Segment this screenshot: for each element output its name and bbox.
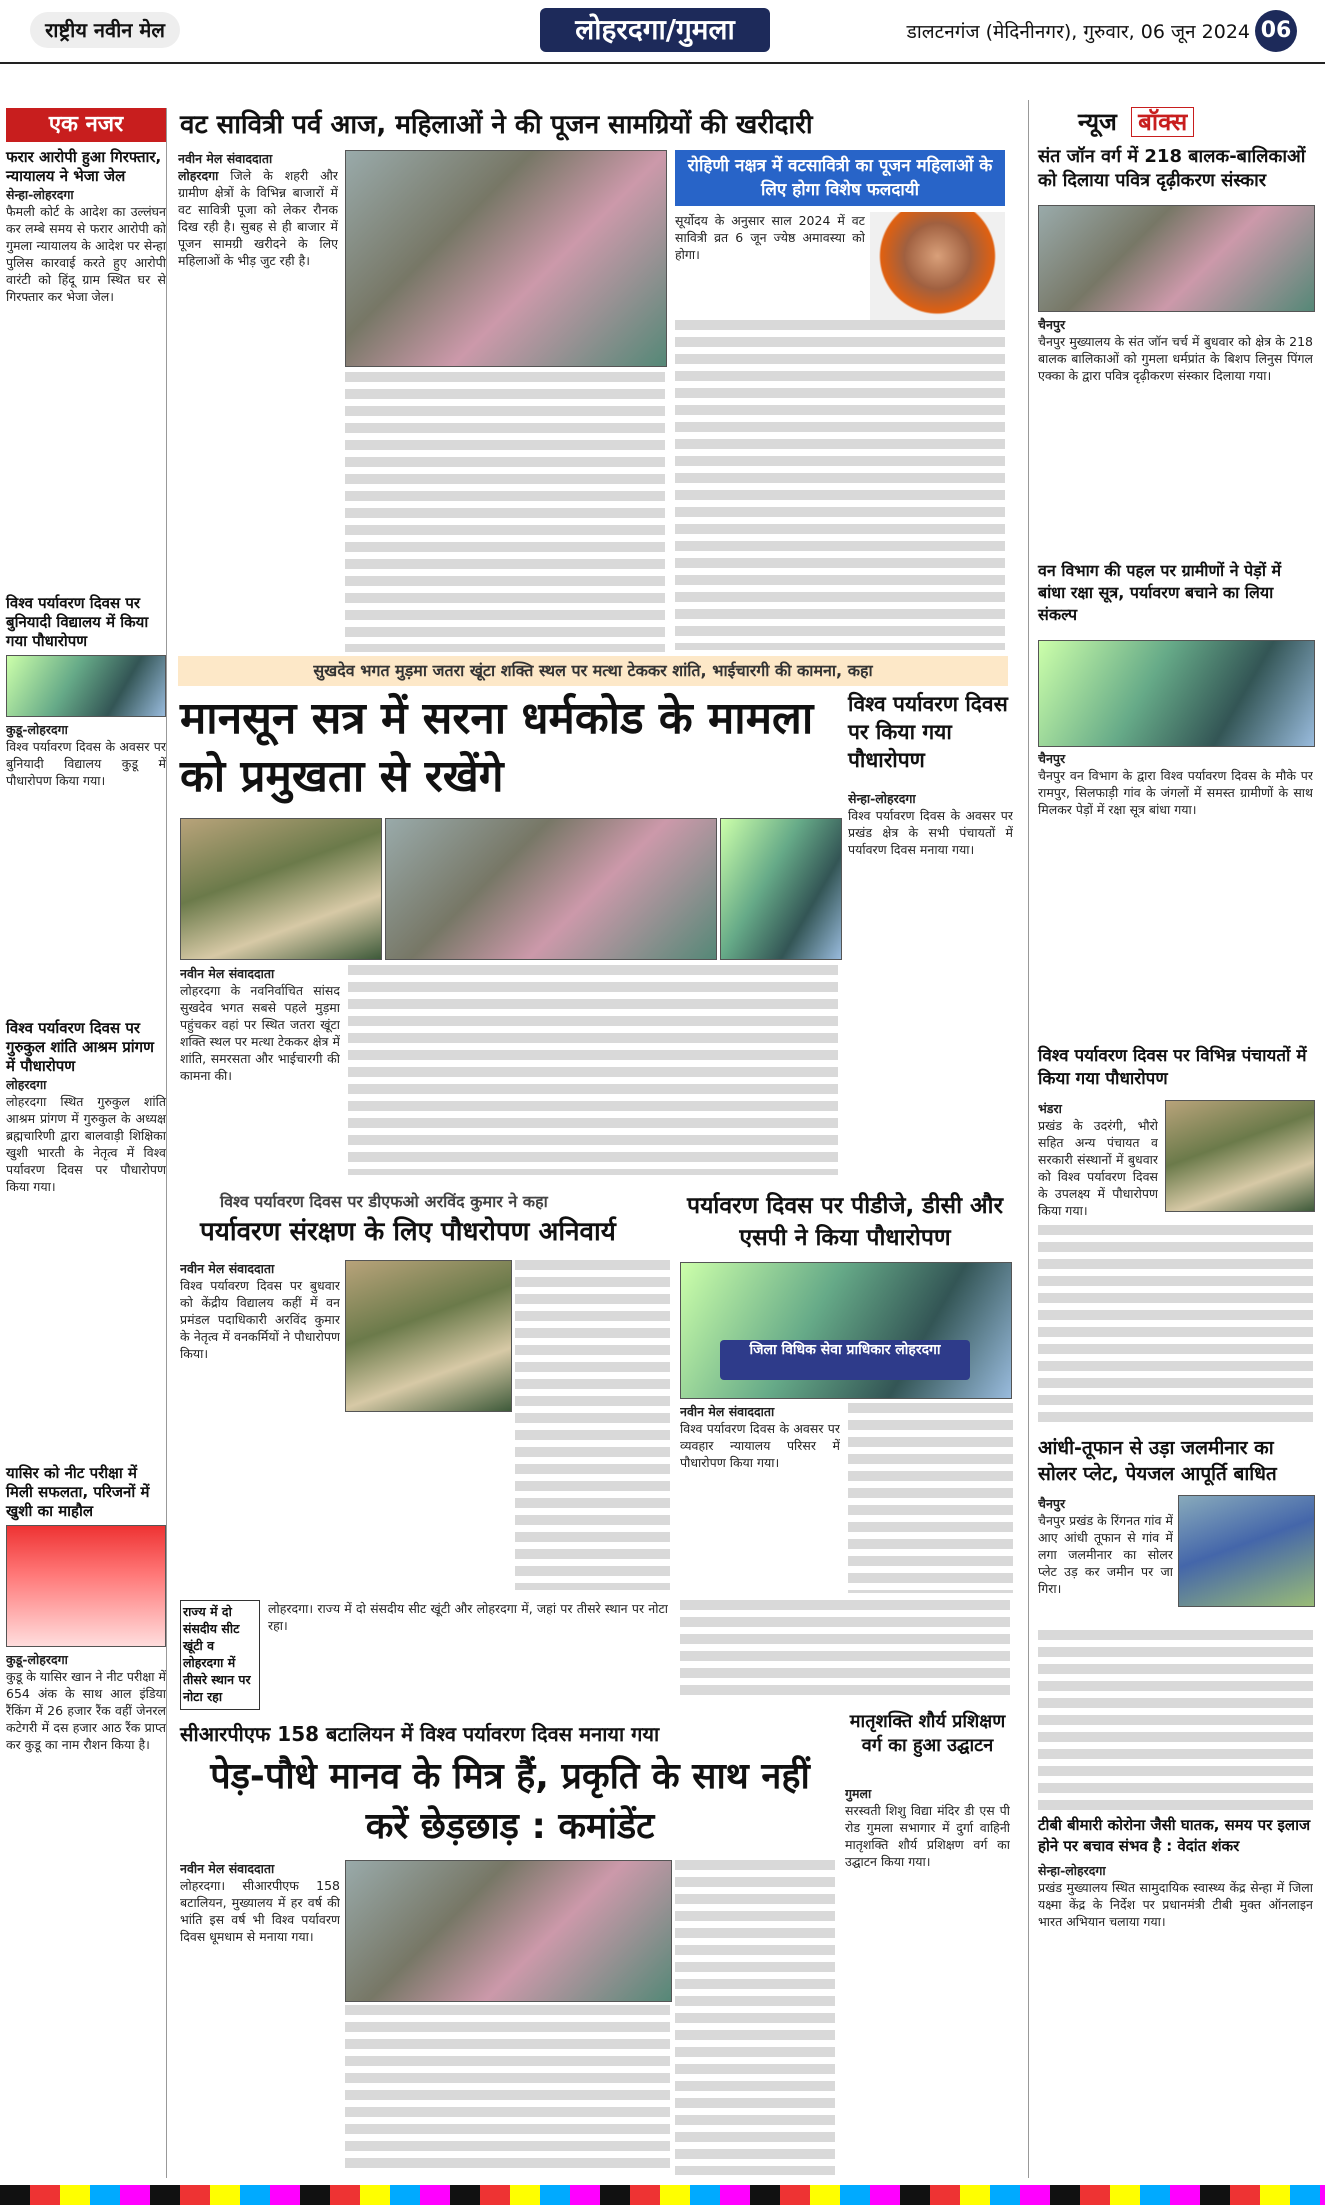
pdj-banner: जिला विधिक सेवा प्राधिकार लोहरदगा — [720, 1340, 970, 1380]
pdj-byline: नवीन मेल संवाददाता — [680, 1404, 775, 1419]
nb-s1-byline: चैनपुर — [1038, 317, 1066, 332]
nb-s2-text: चैनपुर वन विभाग के द्वारा विश्व पर्यावरण दिवस के मौके पर रामपुर, सिलफाड़ी गांव के जंगलों में समस्त ग्रामीणों के साथ मिलकर पेड़ों में रक्षा सूत्र बांधा गया। — [1038, 768, 1313, 817]
pdj-col — [680, 1403, 840, 1593]
top-story-headline: वट सावित्री पर्व आज, महिलाओं ने की पूजन सामग्रियों की खरीदारी — [180, 110, 813, 140]
paryavaran1-byline: सेन्हा-लोहरदगा — [848, 791, 916, 806]
nb-s3-col — [1038, 1100, 1158, 1220]
main-story-text: लोहरदगा के नवनिर्वाचित सांसद सुखदेव भगत सबसे पहले मुड़मा पहुंचकर वहां पर स्थित जतरा खूंटा शक्ति स्थल पर मत्था टेककर क्षेत्र में शांति, समरसता और भाईचारगी की कामना की। — [180, 983, 340, 1083]
left-story3 — [6, 1076, 166, 1456]
top-story-body — [345, 372, 665, 652]
left-story3-text: लोहरदगा स्थित गुरुकुल शांति आश्रम प्रांगण में गुरुकुल के अध्यक्ष ब्रह्मचारिणी द्वारा बालवाड़ी शिक्षिका खुशी भारती के नेतृत्व में विश्व पर्यावरण दिवस पर पौधारोपण किया गया। — [6, 1094, 166, 1194]
left-story3-byline: लोहरदगा — [6, 1077, 47, 1092]
main-headline: मानसून सत्र में सरना धर्मकोड के मामला को प्रमुखता से रखेंगे — [180, 693, 814, 802]
crpf-col — [180, 1860, 340, 2175]
paryavaran1-text: विश्व पर्यावरण दिवस के अवसर पर प्रखंड क्षेत्र के सभी पंचायतों में पर्यावरण दिवस मनाया गया। — [848, 808, 1013, 857]
top-story-byline: नवीन मेल संवाददाता — [178, 151, 273, 166]
rajya-text: लोहरदगा। राज्य में दो संसदीय सीट खूंटी और लोहरदगा में, जहां पर तीसरे स्थान पर नोटा रहा। — [268, 1601, 668, 1633]
matri-text: सरस्वती शिशु विद्या मंदिर डी एस पी रोड गुमला सभागार में दुर्गा वाहिनी मातृशक्ति शौर्य प्रशिक्षण वर्ग का उद्घाटन किया गया। — [845, 1803, 1010, 1869]
nb-s3-byline: भंडरा — [1038, 1101, 1062, 1116]
left-story1 — [6, 186, 166, 586]
crpf-photo — [345, 1860, 672, 2002]
main-photo1 — [180, 818, 382, 960]
left-story2 — [6, 721, 166, 1011]
rajya-label: राज्य में दो संसदीय सीट खूंटी व लोहरदगा में तीसरे स्थान पर नोटा रहा — [180, 1600, 260, 1710]
crpf-body2 — [675, 1860, 835, 2175]
nb-s5-byline: सेन्हा-लोहरदगा — [1038, 1863, 1106, 1878]
left-story4 — [6, 1651, 166, 2151]
nb-s5-headline: टीबी बीमारी कोरोना जैसी घातक, समय पर इलाज होने पर बचाव संभव है : वेदांत शंकर — [1038, 1816, 1311, 1855]
arvind-text: विश्व पर्यावरण दिवस पर बुधवार को केंद्रीय विद्यालय कहीं में वन प्रमंडल पदाधिकारी अरविंद कुमार के नेतृत्व में वनकर्मियों ने पौधारोपण किया। — [180, 1278, 340, 1361]
nb-s4-col — [1038, 1495, 1173, 1625]
crpf-kicker: सीआरपीएफ 158 बटालियन में विश्व पर्यावरण दिवस मनाया गया — [180, 1722, 660, 1746]
nb-s2-headline: वन विभाग की पहल पर ग्रामीणों ने पेड़ों में बांधा रक्षा सूत्र, पर्यावरण बचाने का लिया संकल्प — [1038, 561, 1282, 624]
top-story-col1 — [178, 150, 338, 650]
top-story-text: जिले के शहरी और ग्रामीण क्षेत्रों के विभिन्न बाजारों में वट सावित्री पूजा को लेकर रौनक दिख रही है। सुबह से ही बाजार में पूजन सामग्री खरीदने के लिए महिलाओं के भीड़ जुट रही है। — [178, 168, 338, 268]
arvind-body — [515, 1260, 670, 1590]
nb-s2-col — [1038, 750, 1313, 1040]
main-story-col — [180, 965, 340, 1175]
rohini-headline: रोहिणी नक्षत्र में वटसावित्री का पूजन महिलाओं के लिए होगा विशेष फलदायी — [675, 150, 1005, 206]
left-story4-byline: कुडू-लोहरदगा — [6, 1652, 68, 1667]
main-photo2 — [385, 818, 717, 960]
crpf-headline: पेड़-पौधे मानव के मित्र हैं, प्रकृति के साथ नहीं करें छेड़छाड़ : कमांडेंट — [210, 1756, 810, 1847]
nb-s5-text: प्रखंड मुख्यालय स्थित सामुदायिक स्वास्थ्य केंद्र सेन्हा में जिला यक्ष्मा केंद्र के निर्देश पर प्रधानमंत्री टीबी मुक्त ऑनलाइन भारत अभियान चलाया गया। — [1038, 1880, 1313, 1929]
left-story2-headline: विश्व पर्यावरण दिवस पर बुनियादी विद्यालय में किया गया पौधारोपण — [6, 594, 149, 650]
nb-s4-body — [1038, 1630, 1313, 1810]
matri-headline: मातृशक्ति शौर्य प्रशिक्षण वर्ग का हुआ उद्घाटन — [849, 1711, 1006, 1756]
main-photo3 — [720, 818, 842, 960]
pdj-headline: पर्यावरण दिवस पर पीडीजे, डीसी और एसपी ने किया पौधारोपण — [687, 1193, 1003, 1251]
nb-s3-photo — [1165, 1100, 1315, 1212]
nb-s2-byline: चैनपुर — [1038, 751, 1066, 766]
rohini-body — [675, 320, 1005, 650]
nb-s3-body — [1038, 1225, 1313, 1425]
dateline: डालटनगंज (मेदिनीनगर), गुरुवार, 06 जून 2024 — [906, 21, 1250, 43]
arvind-kicker: विश्व पर्यावरण दिवस पर डीएफओ अरविंद कुमार ने कहा — [220, 1192, 548, 1211]
left-story2-text: विश्व पर्यावरण दिवस के अवसर पर बुनियादी विद्यालय कुडू में पौधारोपण किया गया। — [6, 739, 166, 788]
nb-s4-byline: चैनपुर — [1038, 1496, 1066, 1511]
nb-s5-col — [1038, 1862, 1313, 2175]
crpf-text: लोहरदगा। सीआरपीएफ 158 बटालियन, मुख्यालय में हर वर्ष की भांति इस वर्ष भी विश्व पर्यावरण दिवस धूमधाम से मनाया गया। — [180, 1878, 340, 1944]
main-story-body — [348, 965, 838, 1175]
left-story2-photo — [6, 655, 166, 717]
crpf-byline: नवीन मेल संवाददाता — [180, 1861, 275, 1876]
left-story4-headline: यासिर को नीट परीक्षा में मिली सफलता, परिजनों में खुशी का माहौल — [6, 1464, 150, 1520]
arvind-photo — [345, 1260, 512, 1412]
color-bar — [0, 2185, 1325, 2205]
nb-s4-photo — [1178, 1495, 1315, 1607]
section-title: लोहरदगा/गुमला — [540, 8, 770, 52]
nb-s3-headline: विश्व पर्यावरण दिवस पर विभिन्न पंचायतों में किया गया पौधारोपण — [1038, 1046, 1307, 1089]
main-story-byline: नवीन मेल संवाददाता — [180, 966, 275, 981]
ek-nazar-label: एक नजर — [6, 108, 166, 142]
paryavaran1-headline: विश्व पर्यावरण दिवस पर किया गया पौधारोपण — [848, 692, 1008, 772]
nb-s1-text: चैनपुर मुख्यालय के संत जॉन चर्च में बुधवार को क्षेत्र के 218 बालक बालिकाओं को गुमला धर्मप्रांत के बिशप लिनुस पिंगल एक्का के द्वारा पवित्र दृढ़ीकरण संस्कार दिलाया गया। — [1038, 334, 1313, 383]
masthead: राष्ट्रीय नवीन मेल — [30, 12, 180, 48]
main-kicker: सुखदेव भगत मुड़मा जतरा खूंटा शक्ति स्थल पर मत्था टेककर शांति, भाईचारगी की कामना, कहा — [178, 656, 1008, 686]
paryavaran1-col — [848, 790, 1013, 1175]
page-number: 06 — [1255, 10, 1297, 52]
pdj-text: विश्व पर्यावरण दिवस के अवसर पर व्यवहार न्यायालय परिसर में पौधारोपण किया गया। — [680, 1421, 840, 1470]
nb-s1-photo — [1038, 205, 1315, 312]
nb-s4-text: चैनपुर प्रखंड के रिंगनत गांव में आए आंधी तूफान से गांव में लगा जलमीनार का सोलर प्लेट उड़ कर जमीन पर जा गिरा। — [1038, 1513, 1173, 1596]
left-story4-text: कुडू के यासिर खान ने नीट परीक्षा में 654 अंक के साथ आल इंडिया रैंकिंग में 26 हजार रैंक वहीं जेनरल कटेगरी में दस हजार आठ रैंक प्राप्त कर कुडू का नाम रौशन किया है। — [6, 1669, 166, 1752]
left-story1-byline: सेन्हा-लोहरदगा — [6, 187, 74, 202]
pdj-extra-body — [680, 1600, 1010, 1700]
left-story1-headline: फरार आरोपी हुआ गिरफ्तार, न्यायालय ने भेजा जेल — [6, 148, 162, 185]
left-story4-photo — [6, 1525, 166, 1647]
rohini-text: सूर्योदय के अनुसार साल 2024 में वट सावित्री व्रत 6 जून ज्येष्ठ अमावस्या को होगा। — [675, 213, 865, 262]
nb-s4-headline: आंधी-तूफान से उड़ा जलमीनार का सोलर प्लेट, पेयजल आपूर्ति बाधित — [1038, 1437, 1277, 1485]
rohini-portrait — [870, 212, 1005, 322]
nb-s3-text: प्रखंड के उदरंगी, भौरो सहित अन्य पंचायत व सरकारी संस्थानों में बुधवार को विश्व पर्यावरण दिवस के उपलक्ष्य में पौधारोपण किया गया। — [1038, 1118, 1158, 1218]
top-story-place: लोहरदगा — [178, 168, 219, 183]
nb-s1-col — [1038, 316, 1313, 556]
matri-col — [845, 1785, 1010, 2175]
arvind-col — [180, 1260, 340, 1590]
arvind-headline: पर्यावरण संरक्षण के लिए पौधरोपण अनिवार्य — [200, 1217, 616, 1247]
arvind-byline: नवीन मेल संवाददाता — [180, 1261, 275, 1276]
newsbox-label — [1078, 105, 1278, 138]
matri-byline: गुमला — [845, 1786, 872, 1801]
nb-s1-headline: संत जॉन वर्ग में 218 बालक-बालिकाओं को दिलाया पवित्र दृढ़ीकरण संस्कार — [1038, 146, 1306, 191]
newsbox-label-b: बॉक्स — [1131, 107, 1194, 137]
left-story2-byline: कुडू-लोहरदगा — [6, 722, 68, 737]
crpf-body — [345, 2005, 670, 2175]
nb-s2-photo — [1038, 640, 1315, 747]
newsbox-label-a: न्यूज — [1078, 108, 1117, 136]
left-story1-text: फैमली कोर्ट के आदेश का उल्लंघन कर लम्बे समय से फरार आरोपी को गुमला न्यायालय के आदेश पर सेन्हा पुलिस कारवाई करते हुए आरोपी वारंटी को हिंदू ग्राम स्थित घर से गिरफ्तार कर भेजा जेल। — [6, 204, 166, 304]
left-column — [6, 108, 167, 2178]
left-story3-headline: विश्व पर्यावरण दिवस पर गुरुकुल शांति आश्रम प्रांगण में पौधारोपण — [6, 1019, 154, 1075]
top-story-photo — [345, 150, 667, 367]
pdj-body — [848, 1403, 1013, 1593]
